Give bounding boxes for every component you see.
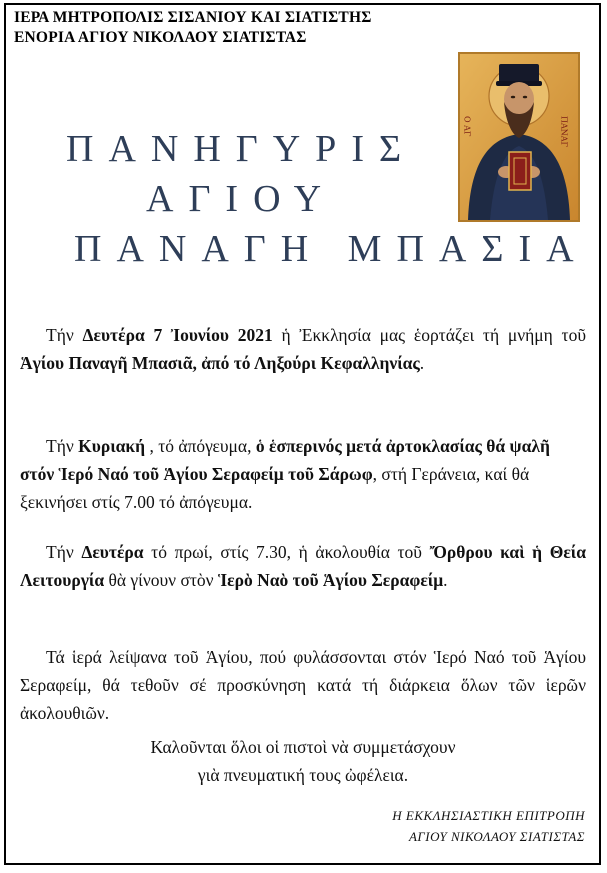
text: Τήν (46, 436, 79, 456)
paragraph-feast-date (20, 321, 586, 377)
paragraph-liturgy (20, 538, 586, 594)
liturgy-services: Ὄρθρου καὶ ἡ Θεία Λειτουργία (20, 542, 586, 590)
title-saint-name: ΠΑΝΑΓΗ ΜΠΑΣΙΑ (74, 228, 589, 270)
parish-name: ΕΝΟΡΙΑ ΑΓΙΟΥ ΝΙΚΟΛΑΟΥ ΣΙΑΤΙΣΤΑΣ (14, 29, 307, 46)
title-agiou: ΑΓΙΟΥ (146, 178, 337, 220)
signature-committee: Η ΕΚΚΛΗΣΙΑΣΤΙΚΗ ΕΠΙΤΡΟΠΗ (392, 808, 585, 823)
text: τό πρωί, στίς 7.30, ἡ ἀκολουθία τοῦ (143, 542, 430, 562)
text: . (419, 353, 425, 373)
text: , τό ἀπόγευμα, (145, 436, 256, 456)
vespers-location: ὁ ἑσπερινός μετά ἀρτοκλασίας θά ψαλῆ στόν Ἱερό Ναό τοῦ Ἁγίου Σεραφείμ τοῦ Σάρωφ (20, 436, 550, 484)
saint-name: Ἁγίου Παναγῆ Μπασιᾶ, ἀπό τό Ληξούρι Κεφαλληνίας (20, 353, 420, 373)
paragraph-relics: Τά ἱερά λείψανα τοῦ Ἁγίου, πού φυλάσσονται στόν Ἱερό Ναό τοῦ Ἁγίου Σεραφείμ, θά τεθοῦν σέ προσκύνηση κατά τή διάρκεια ὅλων τῶν ἱερῶν ἀκολουθιῶν. (20, 647, 586, 723)
text: , στή Γεράνεια, καί θά ξεκινήσει στίς 7.00 τό ἀπόγευμα. (20, 464, 530, 512)
metropolis-name: ΙΕΡΑ ΜΗΤΡΟΠΟΛΙΣ ΣΙΣΑΝΙΟΥ ΚΑΙ ΣΙΑΤΙΣΤΗΣ (14, 9, 372, 26)
closing-invitation: Καλοῦνται ὅλοι οἱ πιστοὶ νὰ συμμετάσχουν (150, 737, 456, 757)
text: Τήν (46, 542, 82, 562)
liturgy-location: Ἱερὸ Ναὸ τοῦ Ἁγίου Σεραφείμ (217, 570, 444, 590)
saint-icon-painting (458, 52, 580, 222)
text: θὰ γίνουν στὸν (104, 570, 218, 590)
closing-benefit: γιὰ πνευματική τους ὠφέλεια. (197, 765, 409, 785)
feast-date: Δευτέρα 7 Ἰουνίου 2021 (82, 325, 273, 345)
svg-text:Ο ΑΓ: Ο ΑΓ (462, 116, 472, 137)
text: Τήν (46, 325, 83, 345)
text: . (443, 570, 448, 590)
svg-text:ΠΑΝΑΓ: ΠΑΝΑΓ (559, 116, 569, 148)
paragraph-vespers (20, 432, 586, 516)
liturgy-day: Δευτέρα (81, 542, 144, 562)
vespers-day: Κυριακή (78, 436, 146, 456)
title-panegyris: ΠΑΝΗΓΥΡΙΣ (66, 128, 417, 170)
letterhead (14, 8, 372, 48)
signature-parish: ΑΓΙΟΥ ΝΙΚΟΛΑΟΥ ΣΙΑΤΙΣΤΑΣ (408, 829, 585, 844)
text: ἡ Ἐκκλησία μας ἑορτάζει τή μνήμη τοῦ (272, 325, 587, 345)
